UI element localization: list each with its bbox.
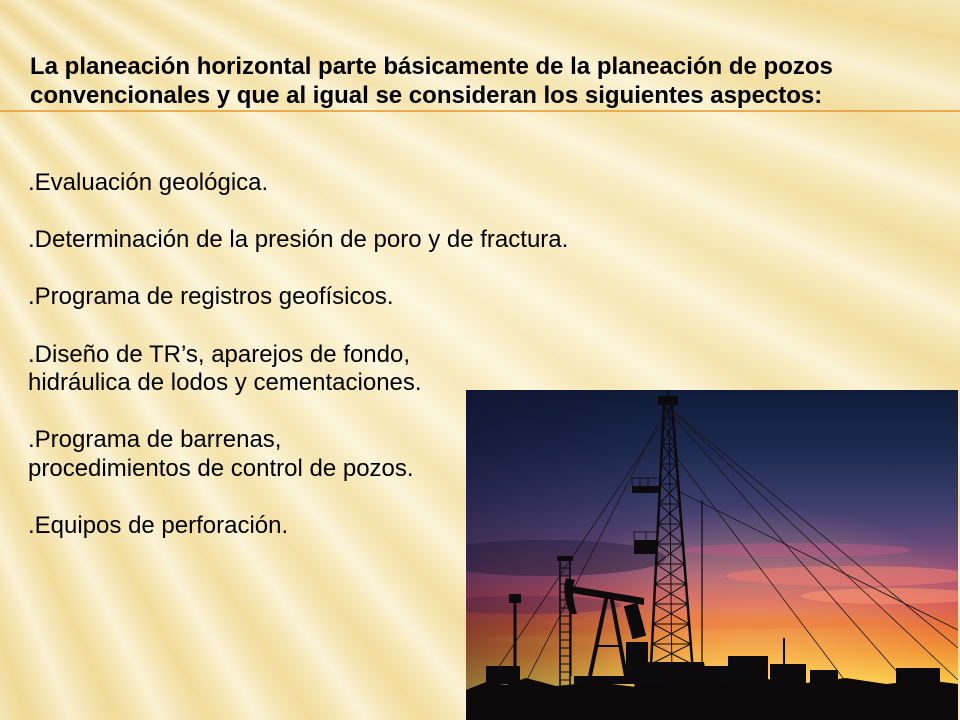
list-item — [28, 169, 568, 198]
list-item-text: .Programa de barrenas, — [28, 426, 282, 454]
list-item-text: hidráulica de lodos y cementaciones. — [28, 369, 422, 397]
list-item-text: .Evaluación geológica. — [28, 169, 269, 196]
title-underline — [0, 110, 960, 112]
list-item-text: procedimientos de control de pozos. — [28, 454, 414, 482]
list-item-text: .Determinación de la presión de poro y de fractura. — [28, 226, 569, 254]
slide-title-line-1: La planeación horizontal parte básicamente de la planeación de pozos — [30, 53, 833, 80]
slide-title-line-2: convencionales y que al igual se consideran los siguientes aspectos: — [30, 81, 823, 109]
photo-canvas — [466, 390, 958, 720]
list-item — [28, 283, 568, 312]
list-item — [28, 226, 568, 255]
slide-title — [30, 53, 833, 111]
list-item-text: .Diseño de TR’s, aparejos de fondo, — [28, 340, 411, 368]
drilling-rig-sunset-photo — [466, 390, 958, 720]
ground-silhouette — [466, 678, 958, 720]
list-item-text: .Equipos de perforación. — [28, 512, 289, 540]
list-item-text: .Programa de registros geofísicos. — [28, 283, 394, 311]
